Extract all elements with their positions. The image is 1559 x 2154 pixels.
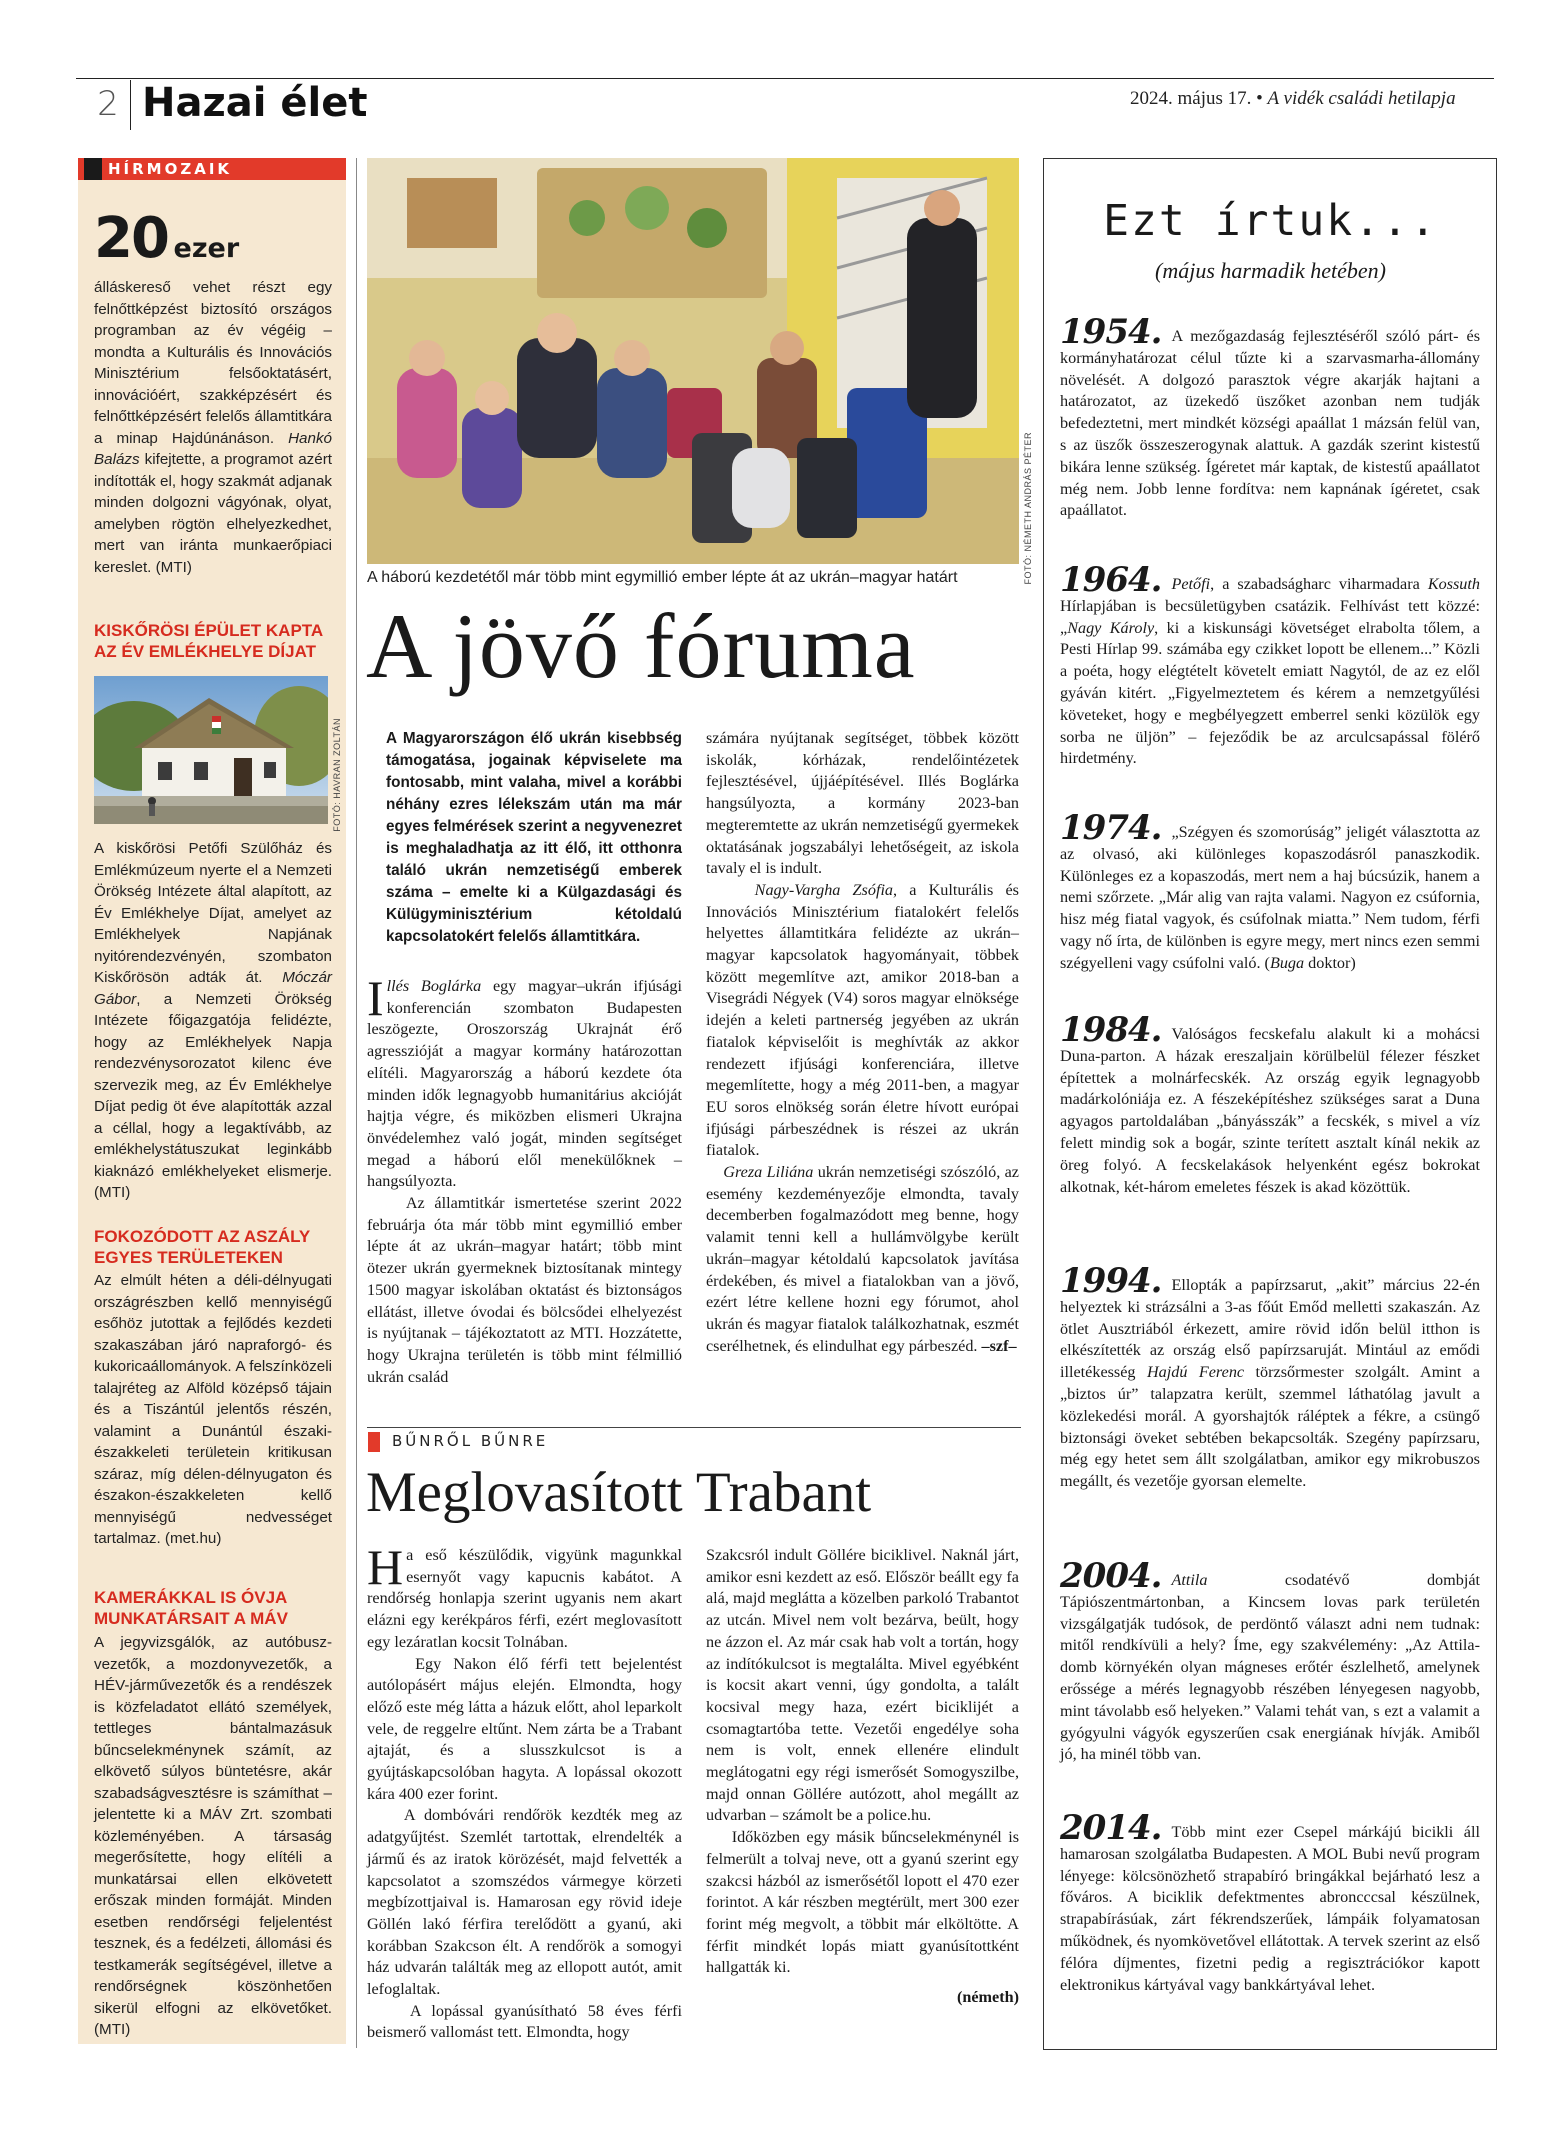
refugees-illustration <box>367 158 1019 564</box>
crime-headline: Meglovasított Trabant <box>366 1461 872 1524</box>
main-col-1: Illés Boglárka egy magyar–ukrán ifjúsági konferencián szombaton Budapesten leszögezte, Oroszország Ukrajnát érő agresszióját a magyar kormány határozottan elítéli. Magyarország a háború kezdete óta minden idők legnagyobb humanitárius akcióját hajtja végre, és miközben elismeri Ukrajna önvédelemhez való jogát, minden segítséget megad a háború elől menekülőknek – hangsúlyozta. Az államtitkár ismertetése szerint 2022 februárja óta már több mint egymillió ember lépte át az ukrán–magyar határt; több mint ötezer ukrán gyermeknek biztosítanak mintegy 1500 magyar iskolában oktatást és biztonságos ellátást, illetve óvodai és bölcsődei elhelyezést is nyújtanak – tájékoztatott az MTI. Hozzátette, hogy Ukrajna területén is több mint félmillió ukrán család <box>367 970 683 1386</box>
column-divider <box>356 158 357 2048</box>
drop-cap-h: H <box>367 1539 404 1595</box>
news-item-3-title: FOKOZÓDOTT AZ ASZÁLY EGYES TERÜLETEKEN <box>94 1227 310 1267</box>
main-headline: A jövő fóruma <box>366 595 916 697</box>
year-1984: 1984. <box>1060 1010 1162 1050</box>
photo-credit-main: FOTÓ: NÉMETH ANDRÁS PÉTER <box>1023 432 1033 585</box>
ezt-irtuk-subtitle: (május harmadik hetében) <box>1155 258 1386 283</box>
section-title: Hazai élet <box>142 80 368 126</box>
bunrol-label-bar <box>368 1432 380 1452</box>
entry-1954: 1954. A mezőgazdaság fejlesztéséről szóló párt- és kormányhatározat célul tűzte ki a szarvasmarha-állomány növelését. A dolgozó parasztok végre akarják hajtani a határozatot, az üzekedő üszőket azonban nem tudják befedeztetni, mert mindkét községi apaállat 1 mázsán felül van, s az üszők összeszerogynak alattuk. A gazdák szerint kistestű bikára lenne szükség. Ígéretet már kaptak, de kistestű apaállatot még nem. Jobb lenne fordítva: nem kapnának ígéretet, csak apaállatot. <box>1060 312 1480 520</box>
hirmozaik-label: HÍRMOZAIK <box>108 160 233 178</box>
hirmozaik-label-bar <box>78 158 346 180</box>
entry-1984: 1984. Valóságos fecskefalu alakult ki a mohácsi Duna-parton. A házak ereszaljain körülbelül félezer fészket építettek a molnárfecskék. Az ország egyik legnagyobb madárkolóniája ez. A fészeképítéshez szükséges sarat a Duna agyagos partoldalában „bányásszák” a fecskék, s mivel a víz felett mindig sok a bogár, szinte terített asztalt kínál nekik az öreg folyó. A fecskelakások helyenként egész bokrokat alkotnak, két-három emeletes fészek is akad közöttük. <box>1060 1010 1480 1196</box>
news-item-1: álláskereső vehet részt egy felnőttképzést biztosító országos programban az év végéig – mondta a Kulturális és Innovációs Minisztérium felsőoktatásért, innovációért, szakképzésért és felnőttképzésért felelős államtitkára a minap Hajdúnánáson. Hankó Balázs kifejtette, a programot azért indították el, hogy szakmát adjanak minden dolgozni vágyónak, olyat, amelyben rögtön elhelyezkedhet, mert van iránta munkaerőpiaci kereslet. (MTI) <box>94 279 332 576</box>
news-item-2: A kiskőrösi Petőfi Szülőház és Emlékmúzeum nyerte el a Nemzeti Örökség Intézete által alapított, az Év Emlékhelye Díjat, amelyet az Emlékhelyek Napjának nyitórendezvényén, szombaton Kiskőrösön adták át. Móczár Gábor, a Nemzeti Örökség Intézete főigazgatója felidézte, hogy az Emlékhelyek Napja rendezvénysorozatot kilenc éve szervezik meg, az Év Emlékhelye Díjat pedig öt éve alapították azzal a céllal, hogy a legaktívább, az emlékhelystátuszukat leginkább kiaknázó emlékhelyeket elismerje. (MTI) <box>94 840 332 1201</box>
year-1964: 1964. <box>1060 560 1162 600</box>
entry-2004: 2004. Attila csodatévő dombját Tápiószentmártonban, a Kincsem lovas park területén vizsgálgatják tudósok, de perdöntő választ adni nem tudnak: mitől rendkívüli a hely? Íme, egy szakvélemény: „Az Attila-domb környékén olyan mágneses erőtér észlelhető, amelynek erőssége a mérés legnagyobb részében lényegesen nagyobb, mint távolabb eső helyeken.” Valami tehát van, s ezt a valamit a gyógyulni vágyók egyszerűen csak energiának hívják. Amiből jó, ha minél több van. <box>1060 1556 1480 1764</box>
entry-1974: 1974. „Szégyen és szomorúság” jeligét választotta az az olvasó, aki különleges kopaszodásról panaszkodik. Különleges ez a kopaszodás, mert nem a haj búcsúzik, hanem a nemi szőrzete. „Már alig van rajta valami. Nagyon ez csúfornia, hisz még fiatal vagyok, és csúfolnak miatta.” Nem tudom, férfi vagy nő írta, de különben is egyre megy, mert nincs ezen semmi szégyelleni vagy csúfolni való. (Buga doktor) <box>1060 808 1480 972</box>
petofi-house-photo <box>94 676 328 824</box>
dateline: 2024. május 17. • A vidék családi hetilapja <box>1130 88 1456 109</box>
page-number: 2 <box>97 84 119 124</box>
entry-1964: 1964. Petőfi, a szabadságharc viharmadara Kossuth Hírlapjában is becsületügyben csatázik. Felhívást tett közzé: „Nagy Károly, ki a kiskunsági követséget elrabolta tőlem, a Pesti Hírlap 99. számába egy czikket lopott be ellenem...” Közli a poéta, hogy elégtételt követelt emiatt Nagytól, de az ez elől gyáván kitért. „Figyelmeztetem és kérem a nemzetgyűlési követeket, hogy e megbélyegzett emberrel senki közülök egy sorba ne üljön” – fejeződik be az arculcsapással fölérő hirdetmény. <box>1060 560 1480 768</box>
crime-col-1: Ha eső készülődik, vigyünk magunkkal esernyőt vagy kapucnis kabátot. A rendőrség honlapja szerint ugyanis nem akart elázni egy kerékpáros férfi, ezért meglovasított egy lezáratlan kocsit Tolnában. Egy Nakon élő férfi tett bejelentést autólopásért május elején. Elmondta, hogy előző este még látta a házuk előtt, ahol leparkolt vele, de reggelre eltűnt. Nem zárta be a Trabant ajtaját, és a slusszkulcsot is a gyújtáskapcsolóban hagyta. A lopással okozott kára 400 ezer forint. A dombóvári rendőrök kezdték meg az adatgyűjtést. Szemlét tartottak, elrendelték a jármű és az iratok körözését, majd felvették a kapcsolatot a szomszédos vármegye körzeti megbízottjaival is. Hamarosan egy rövid ideje Göllén lakó férfira terelődött a gyanú, aki korábban Szakcson élt. A rendőrök a somogyi ház udvarán találták meg az ellopott autót, amit lefoglaltak. A lopással gyanúsítható 58 éves férfi beismerő vallomást tett. Elmondta, hogy <box>367 1539 683 2042</box>
news-item-3: Az elmúlt héten a déli-délnyugati országrészben kellő mennyiségű esőhöz jutottak a fejlődés kezdeti szakaszában járó napraforgó- és kukoricaállományok. A felszínközeli talajréteg az Alföld középső tájain és a Tiszántúl jelentős részén, valamint a Dunántúl északi-északkeleti területein kritikusan száraz, míg délen-délnyugaton és északon-északkeleten kellő mennyiségű nedvességet tartalmaz. (met.hu) <box>94 1272 332 1547</box>
tagline: A vidék családi hetilapja <box>1267 88 1456 109</box>
ezt-irtuk-title: Ezt írtuk... <box>1103 196 1438 246</box>
main-signature: –szf– <box>981 1336 1017 1355</box>
issue-date: 2024. május 17. <box>1130 88 1252 109</box>
entry-1994: 1994. Ellopták a papírzsarut, „akit” március 22-én helyeztek ki strázsálni a 3-as főút Emőd melletti szakaszán. Az ötlet Ausztriából érkezett, amire rövid időn belül itthon is elkészítették az ország első papírzsaruját. Mintául az emődi illetékesség Hajdú Ferenc törzsőrmester szolgált. Amint a „biztos úr” talapzatra került, szemmel láthatólag javult a közlekedési morál. A gyorshajtók ráléptek a fékre, a csüngő biztonsági öveket sebtében bekapcsolták. Szegény papírzsaru, még egy hetet sem állt szolgálatban, amikor egy mikrobuszos megállt, és vezetője gyorsan elemelte. <box>1060 1261 1480 1491</box>
header-rule <box>76 78 1494 79</box>
main-col-2: számára nyújtanak segítséget, többek között iskolák, kórházak, rendelőintézetek fejlesztésével, újjáépítésével. Illés Boglárka hangsúlyozta, a kormány 2023-ban megteremtette az ukrán nemzetiségű gyermekek oktatásának jogszabályi lehetőségeit, az iskola tavaly el is indult. Nagy-Vargha Zsófia, a Kulturális és Innovációs Minisztérium fiatalokért felelős helyettes államtitkára felidézte az ukrán–magyar kapcsolatok hagyományait, többek között megemlítve azt, amikor 2018-ban a Visegrádi Négyek (V4) soros magyar elnöksége idején a keleti partnerség jegyében az ukrán fiatalok képviselőit is meghívták az akkor rendezett ifjúsági konferenciára, illetve megemlítette, hogy a még 2011-ben, a magyar EU soros elnökség során életre hívott európai ifjúsági párbeszédnek is részei az ukrán fiatalok. Greza Liliána ukrán nemzetiségi szószóló, az esemény kezdeményezője elmondta, tavaly decemberben fogalmazódott meg benne, hogy valamit tenni kell a hullámvölgybe került ukrán–magyar kétoldalú kapcsolatok javítása érdekében, és mivel a fiatalokban van a jövő, ezért létre kellene hozni egy fórumot, ahol ukrán és magyar fiatalok találkozhatnak, eszmét cserélhetnek, és elindulhat egy párbeszéd. –szf– <box>706 729 1019 1355</box>
year-1954: 1954. <box>1060 312 1162 352</box>
crime-signature: (németh) <box>956 1988 1019 2007</box>
section-rule <box>367 1427 1021 1428</box>
big-number <box>94 206 239 271</box>
petofi-house-illustration <box>94 676 328 824</box>
drop-cap-i: I <box>367 970 384 1026</box>
year-1974: 1974. <box>1060 808 1162 848</box>
news-item-4-title: KAMERÁKKAL IS ÓVJA MUNKATÁRSAIT A MÁV <box>94 1588 288 1628</box>
main-lead: A Magyarországon élő ukrán kisebbség támogatása, jogainak képviselete ma fontosabb, mint valaha, mivel a korábbi néhány ezres lélekszám után ma már egyes felmérések szerint a negyvenezret is meghaladhatja az itt élő, itt otthonra találó ukrán nemzetiségű emberek száma – emelte ki a Külgazdasági és Külügyminisztérium kétoldalú kapcsolatokért felelős államtitkára. <box>386 730 682 945</box>
crime-col-2: Szakcsról indult Göllére biciklivel. Naknál járt, amikor esni kezdett az eső. Először beállt egy fa alá, majd meglátta a közelben parkoló Trabantot az utcán. Mivel nem volt bezárva, beült, hogy ne ázzon el. Az már csak hab volt a tortán, hogy az indítókulcsot is megtalálta. Mivel egyébként is kocsit akart venni, úgy gondolta, a talált kocsival megy haza, ezért biciklijét a csomagtartóba tette. Vezetői engedélye soha nem is volt, ennek ellenére elindult meglátogatni egy régi ismerősét Somogyszilbe, majd onnan Göllére autózott, ahol megállt az udvarban – számolt be a police.hu. Időközben egy másik bűncselekménynél is felmerült a tolvaj neve, ott a gyanú szerint egy szakcsi házból az ismerősétől lopott el 470 ezer forintot. A kár részben megtérült, mert 300 ezer forint még megvolt, a többit már elköltötte. A férfit mindkét lopás miatt gyanúsítottként hallgatták ki. (németh) <box>706 1546 1019 2007</box>
year-2004: 2004. <box>1060 1556 1162 1596</box>
year-2014: 2014. <box>1060 1808 1162 1848</box>
year-1994: 1994. <box>1060 1261 1162 1301</box>
entry-2014: 2014. Több mint ezer Csepel márkájú bicikli áll hamarosan szolgálatba Budapesten. A MOL Bubi nevű program lényege: kölcsönözhető strapabíró bringákkal bejárható lesz a főváros. A biciklik defektmentes abroncccsal készülnek, strapabírásúak, zárt fékrendszerűek, lámpáik folyamatosan működnek, és nyomkövetővel ellátottak. A tervek szerint az első félóra díjmentes, fizetni pedig a regisztrációkor kapott elektronikus kártyával vagy bankkártyával lehet. <box>1060 1808 1480 1994</box>
bunrol-label: BŰNRŐL BŰNRE <box>392 1432 549 1450</box>
big-number-value: 20 <box>94 206 168 271</box>
big-number-unit: ezer <box>173 233 240 264</box>
news-item-2-title: KISKŐRÖSI ÉPÜLET KAPTA AZ ÉV EMLÉKHELYE DÍJAT <box>94 621 323 661</box>
photo-caption: A háború kezdetétől már több mint egymillió ember lépte át az ukrán–magyar határt <box>367 569 958 586</box>
photo-credit-2: FOTÓ: HAVRAN ZOLTÁN <box>332 718 342 832</box>
news-item-4: A jegyvizsgálók, az autóbusz-vezetők, a mozdonyvezetők, a HÉV-járművezetők és a rendészek is közfeladatot ellátó személyek, tettleges bántalmazásuk bűncselekménynek számít, az elkövető súlyos büntetésre, akár szabadságvesztésre is számíthat – jelentette ki a MÁV Zrt. szombati közleményében. A társaság megerősítette, hogy elítéli a munkatársai ellen elkövetett erőszak minden formáját. Minden esetben rendőrségi feljelentést tesznek, és a fedélzeti, állomási és testkamerák segítségével, illetve a rendőrségnek köszönhetően sikerül elfogni az elkövetőket. (MTI) <box>94 1634 332 2038</box>
refugees-photo <box>367 158 1019 564</box>
